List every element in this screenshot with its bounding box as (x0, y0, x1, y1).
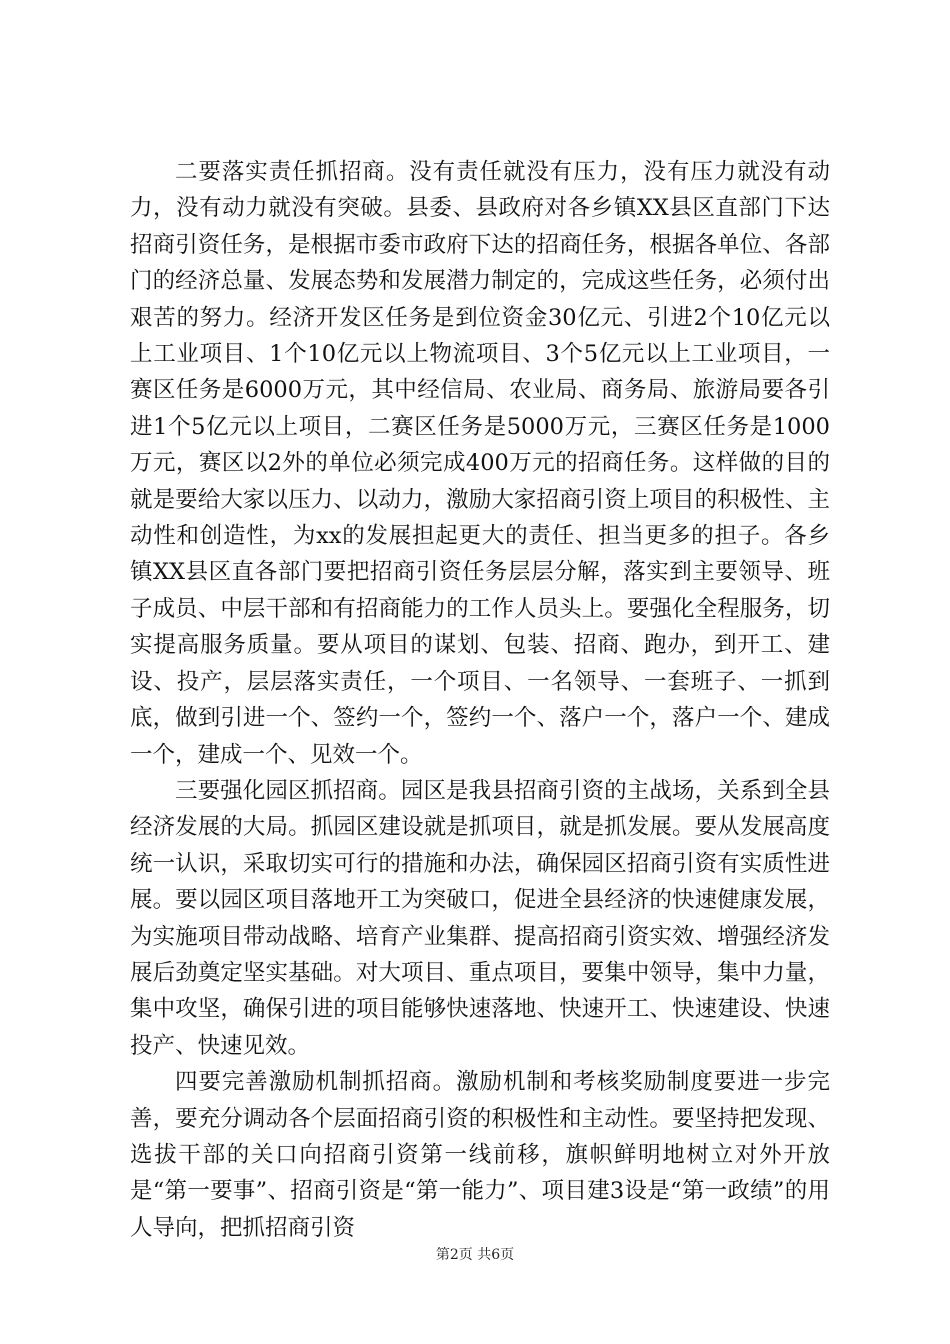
paragraph-industrial-park: 三要强化园区抓招商。园区是我县招商引资的主战场，关系到全县经济发展的大局。抓园区建设就是抓项目，就是抓发展。要从发展高度统一认识，采取切实可行的措施和办法，确保园区招商引资有实质性进展。要以园区项目落地开工为突破口，促进全县经济的快速健康发展，为实施项目带动战略、培育产业集群、提高招商引资实效、增强经济发展后劲奠定坚实基础。对大项目、重点项目，要集中领导，集中力量，集中攻坚，确保引进的项目能够快速落地、快速开工、快速建设、快速投产、快速见效。 (130, 777, 830, 1059)
document-body (130, 154, 830, 1246)
paragraph-incentive-mechanism: 四要完善激励机制抓招商。激励机制和考核奖励制度要进一步完善，要充分调动各个层面招商引资的积极性和主动性。要坚持把发现、选拔干部的关口向招商引资第一线前移，旗帜鲜明地树立对外开放是“第一要事”、招商引资是“第一能力”、项目建3设是“第一政绩”的用人导向，把抓招商引资 (130, 1069, 830, 1241)
page-footer: 第2页 共6页 (435, 1247, 515, 1263)
paragraph-responsibility: 二要落实责任抓招商。没有责任就没有压力，没有压力就没有动力，没有动力就没有突破。县委、县政府对各乡镇XX县区直部门下达招商引资任务，是根据市委市政府下达的招商任务，根据各单位、各部门的经济总量、发展态势和发展潜力制定的，完成这些任务，必须付出艰苦的努力。经济开发区任务是到位资金30亿元、引进2个10亿元以上工业项目、1个10亿元以上物流项目、3个5亿元以上工业项目，一赛区任务是6000万元，其中经信局、农业局、商务局、旅游局要各引进1个5亿元以上项目，二赛区任务是5000万元，三赛区任务是1000万元，赛区以2外的单位必须完成400万元的招商任务。这样做的目的就是要给大家以压力、以动力，激励大家招商引资上项目的积极性、主动性和创造性，为xx的发展担起更大的责任、担当更多的担子。各乡镇XX县区直各部门要把招商引资任务层层分解，落实到主要领导、班子成员、中层干部和有招商能力的工作人员头上。要强化全程服务，切实提高服务质量。要从项目的谋划、包装、招商、跑办，到开工、建设、投产，层层落实责任，一个项目、一名领导、一套班子、一抓到底，做到引进一个、签约一个，签约一个、落户一个，落户一个、建成一个，建成一个、见效一个。 (130, 159, 830, 768)
